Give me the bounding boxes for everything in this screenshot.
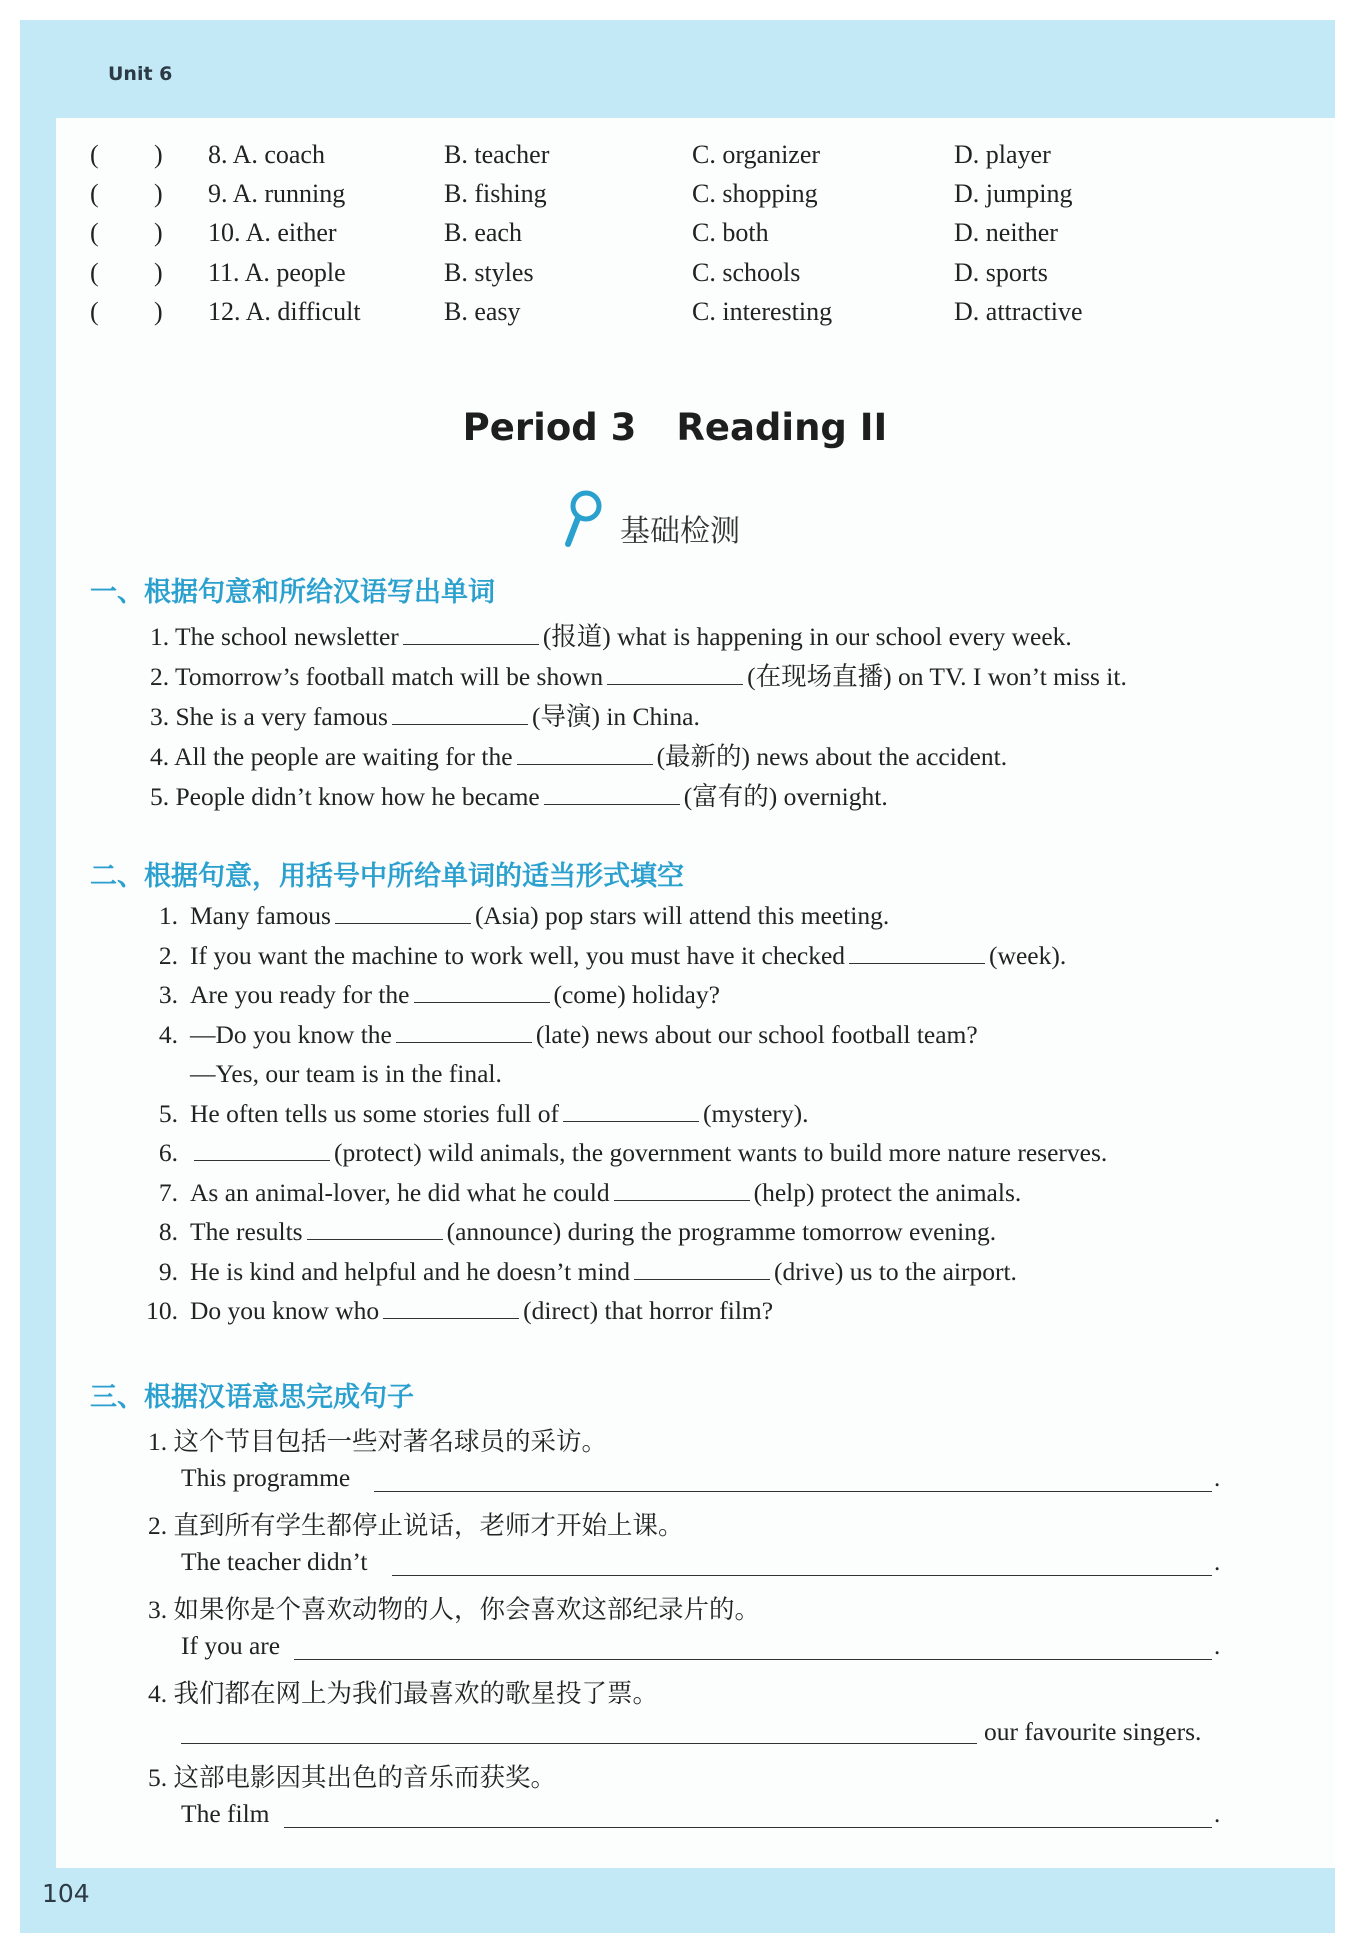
sentence-end: (最新的) news about the accident.	[656, 742, 1008, 771]
paren-open: (	[90, 258, 99, 287]
choice-row	[90, 179, 1190, 215]
sentence-end: (mystery).	[702, 1099, 809, 1128]
item-number: 5.	[158, 1099, 178, 1128]
option-d: D. attractive	[954, 297, 1083, 326]
answer-blank[interactable]	[307, 1217, 443, 1240]
sentence-start: The film	[181, 1799, 270, 1828]
exercise-line	[140, 1020, 978, 1050]
answer-blank[interactable]	[396, 1020, 532, 1043]
choice-row	[90, 140, 1190, 176]
sentence-end: (come) holiday?	[553, 980, 720, 1009]
exercise-line	[140, 1217, 996, 1247]
option-a: 10. A. either	[208, 218, 337, 247]
answer-blank[interactable]	[517, 742, 653, 765]
answer-blank[interactable]	[414, 980, 550, 1003]
sentence-start: 4. All the people are waiting for the	[150, 742, 513, 771]
sentence-end: our favourite singers.	[984, 1717, 1202, 1746]
magnifier-icon	[562, 488, 606, 548]
option-b: B. teacher	[444, 140, 550, 169]
chinese-prompt: 3. 如果你是个喜欢动物的人，你会喜欢这部纪录片的。	[148, 1595, 761, 1624]
page-number: 104	[42, 1879, 90, 1908]
sentence-start: If you want the machine to work well, you must have it checked	[190, 941, 846, 970]
sentence-end: .	[1214, 1549, 1221, 1576]
option-b: B. each	[444, 218, 522, 247]
option-c: C. schools	[692, 258, 801, 287]
sentence-end: .	[1214, 1633, 1221, 1660]
sentence-start: Do you know who	[190, 1296, 380, 1325]
answer-blank[interactable]	[607, 662, 743, 685]
answer-blank[interactable]	[614, 1178, 750, 1201]
item-number: 7.	[158, 1178, 178, 1207]
sentence-start: Many famous	[190, 901, 331, 930]
sentence-end: (help) protect the animals.	[753, 1178, 1022, 1207]
answer-blank[interactable]	[849, 941, 985, 964]
sentence-start: 2. Tomorrow’s football match will be shown	[150, 662, 604, 691]
sentence-end: (week).	[989, 941, 1067, 970]
bottom-color-band	[20, 1868, 1335, 1933]
option-a: 9. A. running	[208, 179, 346, 208]
answer-blank[interactable]	[634, 1257, 770, 1280]
choice-row	[90, 218, 1190, 254]
item-number: 8.	[158, 1217, 178, 1246]
option-b: B. easy	[444, 297, 521, 326]
option-d: D. jumping	[954, 179, 1073, 208]
answer-blank[interactable]	[194, 1138, 330, 1161]
sentence-start: —Do you know the	[190, 1020, 392, 1049]
option-d: D. player	[954, 140, 1051, 169]
top-color-band	[20, 20, 1335, 118]
option-a: 11. A. people	[208, 258, 346, 287]
item-number: 9.	[158, 1257, 178, 1286]
sentence-start: 5. People didn’t know how he became	[150, 782, 540, 811]
answer-blank[interactable]	[392, 702, 528, 725]
sentence-start: He often tells us some stories full of	[190, 1099, 559, 1128]
answer-blank[interactable]	[544, 782, 680, 805]
sentence-end: .	[1214, 1801, 1221, 1828]
chinese-prompt: 1. 这个节目包括一些对著名球员的采访。	[148, 1427, 608, 1456]
sentence-start: Are you ready for the	[190, 980, 410, 1009]
section-1-heading: 一、根据句意和所给汉语写出单词	[90, 577, 495, 608]
paren-close: )	[154, 258, 163, 287]
paren-open: (	[90, 179, 99, 208]
item-number: 10.	[146, 1296, 178, 1325]
badge-label: 基础检测	[620, 514, 740, 549]
sentence-start: As an animal-lover, he did what he could	[190, 1178, 610, 1207]
sentence-end: (drive) us to the airport.	[774, 1257, 1017, 1286]
sentence-start: If you are	[181, 1631, 281, 1660]
answer-blank[interactable]	[383, 1296, 519, 1319]
sentence-start: 3. She is a very famous	[150, 702, 388, 731]
exercise-line	[150, 617, 1072, 653]
paren-open: (	[90, 140, 99, 169]
sentence-end: (announce) during the programme tomorrow evening.	[446, 1217, 997, 1246]
section-3-heading: 三、根据汉语意思完成句子	[90, 1382, 414, 1413]
sentence-end: (报道) what is happening in our school every week.	[542, 622, 1072, 651]
exercise-line	[140, 941, 1066, 971]
section-2-heading: 二、根据句意，用括号中所给单词的适当形式填空	[90, 861, 684, 892]
exercise-line	[150, 697, 700, 733]
sentence-end: (direct) that horror film?	[523, 1296, 774, 1325]
option-c: C. shopping	[692, 179, 818, 208]
sentence-start: The teacher didn’t	[181, 1547, 368, 1576]
answer-blank[interactable]	[335, 901, 471, 924]
item-number: 1.	[158, 901, 178, 930]
sentence-end: (protect) wild animals, the government wants to build more nature reserves.	[334, 1138, 1108, 1167]
exercise-line	[140, 1257, 1017, 1287]
paren-open: (	[90, 218, 99, 247]
item-number: 2.	[158, 941, 178, 970]
option-b: B. fishing	[444, 179, 547, 208]
period-number: Period 3	[462, 406, 637, 449]
sentence-start: He is kind and helpful and he doesn’t mind	[190, 1257, 631, 1286]
left-color-band	[20, 20, 56, 1933]
exercise-line	[140, 1296, 773, 1326]
sentence-start: The results	[190, 1217, 303, 1246]
exercise-line	[140, 1099, 809, 1129]
chinese-prompt: 4. 我们都在网上为我们最喜欢的歌星投了票。	[148, 1679, 659, 1708]
exercise-line	[140, 1138, 1107, 1168]
option-c: C. interesting	[692, 297, 833, 326]
paren-close: )	[154, 140, 163, 169]
paren-close: )	[154, 218, 163, 247]
exercise-line	[140, 901, 889, 931]
sentence-end: (在现场直播) on TV. I won’t miss it.	[747, 662, 1127, 691]
choice-row	[90, 297, 1190, 333]
chinese-prompt: 5. 这部电影因其出色的音乐而获奖。	[148, 1763, 557, 1792]
item-number: 4.	[158, 1020, 178, 1049]
reply-line: —Yes, our team is in the final.	[190, 1059, 502, 1088]
choice-row	[90, 258, 1190, 294]
option-c: C. organizer	[692, 140, 821, 169]
answer-line[interactable]	[294, 1658, 1212, 1660]
sentence-end: (富有的) overnight.	[683, 782, 888, 811]
period-title	[0, 406, 1350, 449]
sentence-end: (导演) in China.	[531, 702, 700, 731]
paren-close: )	[154, 179, 163, 208]
exercise-line	[150, 777, 888, 813]
option-a: 8. A. coach	[208, 140, 325, 169]
answer-line[interactable]	[374, 1490, 1212, 1492]
paren-open: (	[90, 297, 99, 326]
option-b: B. styles	[444, 258, 534, 287]
paren-close: )	[154, 297, 163, 326]
answer-line[interactable]	[181, 1742, 977, 1744]
answer-blank[interactable]	[403, 622, 539, 645]
sentence-start: 1. The school newsletter	[150, 622, 399, 651]
exercise-line	[150, 737, 1007, 773]
item-number: 6.	[158, 1138, 178, 1167]
option-d: D. neither	[954, 218, 1058, 247]
answer-line[interactable]	[392, 1574, 1212, 1576]
exercise-line	[140, 1059, 502, 1089]
exercise-line	[140, 980, 720, 1010]
answer-line[interactable]	[284, 1826, 1212, 1828]
sentence-end: (Asia) pop stars will attend this meeting.	[474, 901, 890, 930]
exercise-line	[150, 657, 1127, 693]
sentence-start: This programme	[181, 1463, 351, 1492]
unit-label: Unit 6	[108, 63, 173, 85]
option-a: 12. A. difficult	[208, 297, 361, 326]
sentence-end: .	[1214, 1465, 1221, 1492]
chinese-prompt: 2. 直到所有学生都停止说话，老师才开始上课。	[148, 1511, 684, 1540]
item-number: 3.	[158, 980, 178, 1009]
period-subtitle: Reading II	[676, 406, 888, 449]
exercise-line	[140, 1178, 1021, 1208]
option-c: C. both	[692, 218, 769, 247]
option-d: D. sports	[954, 258, 1048, 287]
answer-blank[interactable]	[563, 1099, 699, 1122]
sentence-end: (late) news about our school football team?	[535, 1020, 978, 1049]
